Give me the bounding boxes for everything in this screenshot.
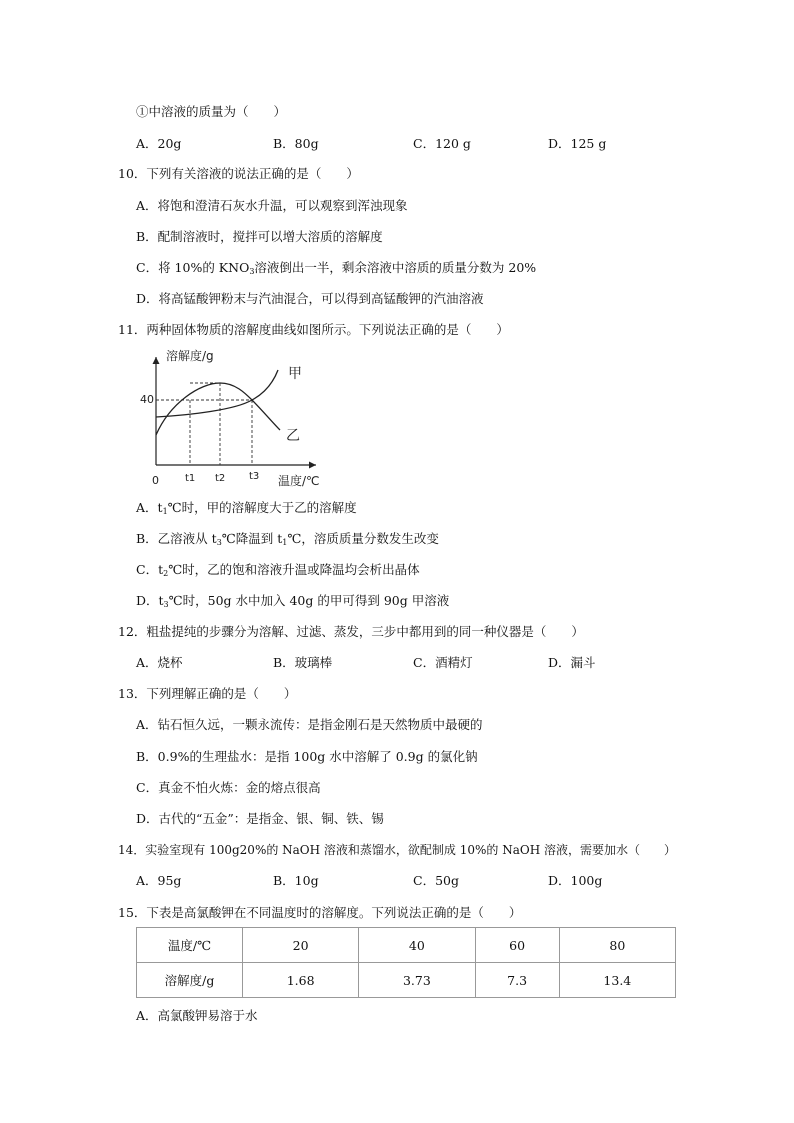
- series-jia-curve: [156, 370, 278, 417]
- solubility-chart: [140, 345, 330, 490]
- x-tick-t1: t1: [185, 473, 196, 484]
- q13-option-b[interactable]: B．0.9%的生理盐水：是指 100g 水中溶解了 0.9g 的氯化钠: [136, 749, 478, 764]
- x-tick-t2: t2: [215, 473, 226, 484]
- q11-stem: 11．两种固体物质的溶解度曲线如图所示。下列说法正确的是（ ）: [118, 322, 509, 337]
- table-cell: 80: [559, 928, 675, 963]
- q9-option-b[interactable]: B．80g: [273, 136, 319, 151]
- q15-option-a[interactable]: A．高氯酸钾易溶于水: [136, 1008, 258, 1023]
- q13-option-a[interactable]: A．钻石恒久远，一颗永流传：是指金刚石是天然物质中最硬的: [136, 717, 483, 732]
- table-cell: 1.68: [243, 963, 359, 998]
- q9-option-c[interactable]: C．120 g: [413, 136, 471, 151]
- table-row: [137, 963, 676, 998]
- solubility-table: [136, 927, 676, 998]
- q12-option-b[interactable]: B．玻璃棒: [273, 655, 333, 670]
- q12-stem: 12．粗盐提纯的步骤分为溶解、过滤、蒸发，三步中都用到的同一种仪器是（ ）: [118, 624, 584, 639]
- q12-option-c[interactable]: C．酒精灯: [413, 655, 473, 670]
- series-label-yi: 乙: [286, 428, 300, 444]
- q11-option-d[interactable]: D．$t_3℃$时，50g 水中加入 40g 的甲可得到 90g 甲溶液: [136, 593, 450, 609]
- x-axis-label: 温度/℃: [278, 474, 320, 488]
- q11-option-a[interactable]: A．$t_1℃$时，甲的溶解度大于乙的溶解度: [136, 500, 357, 516]
- table-cell: 溶解度/g: [137, 963, 243, 998]
- table-cell: 40: [359, 928, 475, 963]
- q14-option-a[interactable]: A．95g: [136, 873, 182, 888]
- q9-option-a[interactable]: A．20g: [136, 136, 182, 151]
- series-label-jia: 甲: [288, 366, 302, 382]
- q14-option-d[interactable]: D．100g: [548, 873, 603, 888]
- q12-option-a[interactable]: A．烧杯: [136, 655, 183, 670]
- table-cell: 60: [475, 928, 559, 963]
- q13-stem: 13．下列理解正确的是（ ）: [118, 686, 297, 701]
- y-axis-label: 溶解度/g: [166, 349, 214, 363]
- origin-label: 0: [152, 474, 159, 487]
- q12-option-d[interactable]: D．漏斗: [548, 655, 596, 670]
- table-row: [137, 928, 676, 963]
- q14-option-b[interactable]: B．10g: [273, 873, 319, 888]
- q10-option-c[interactable]: C．将 10%的 $KNO_3$溶液倒出一半，剩余溶液中溶质的质量分数为 20%: [136, 260, 537, 276]
- q13-option-c[interactable]: C．真金不怕火炼：金的熔点很高: [136, 780, 321, 795]
- q13-option-d[interactable]: D．古代的“五金”：是指金、银、铜、铁、锡: [136, 811, 384, 826]
- q14-option-c[interactable]: C．50g: [413, 873, 459, 888]
- q11-option-c[interactable]: C．$t_2℃$时，乙的饱和溶液升温或降温均会析出晶体: [136, 562, 420, 578]
- table-cell: 3.73: [359, 963, 475, 998]
- table-cell: 温度/℃: [137, 928, 243, 963]
- x-tick-t3: t3: [249, 471, 260, 482]
- q10-option-a[interactable]: A．将饱和澄清石灰水升温，可以观察到浑浊现象: [136, 198, 408, 213]
- q9-sub-stem: ①中溶液的质量为（ ）: [136, 104, 287, 119]
- table-cell: 20: [243, 928, 359, 963]
- q10-option-b[interactable]: B．配制溶液时，搅拌可以增大溶质的溶解度: [136, 229, 383, 244]
- y-tick-40: 40: [140, 393, 154, 406]
- q10-option-d[interactable]: D．将高锰酸钾粉末与汽油混合，可以得到高锰酸钾的汽油溶液: [136, 291, 484, 306]
- q10-stem: 10．下列有关溶液的说法正确的是（ ）: [118, 166, 359, 181]
- q9-option-d[interactable]: D．125 g: [548, 136, 607, 151]
- q11-option-b[interactable]: B．乙溶液从 $t_3℃$降温到 $t_1℃$，溶质质量分数发生改变: [136, 531, 439, 547]
- table-cell: 13.4: [559, 963, 675, 998]
- q15-stem: 15．下表是高氯酸钾在不同温度时的溶解度。下列说法正确的是（ ）: [118, 905, 522, 920]
- table-cell: 7.3: [475, 963, 559, 998]
- series-yi-curve: [156, 383, 280, 435]
- q14-stem: 14．实验室现有 100g20%的 NaOH 溶液和蒸馏水，欲配制成 10%的 NaOH 溶液，需要加水（ ）: [118, 843, 677, 857]
